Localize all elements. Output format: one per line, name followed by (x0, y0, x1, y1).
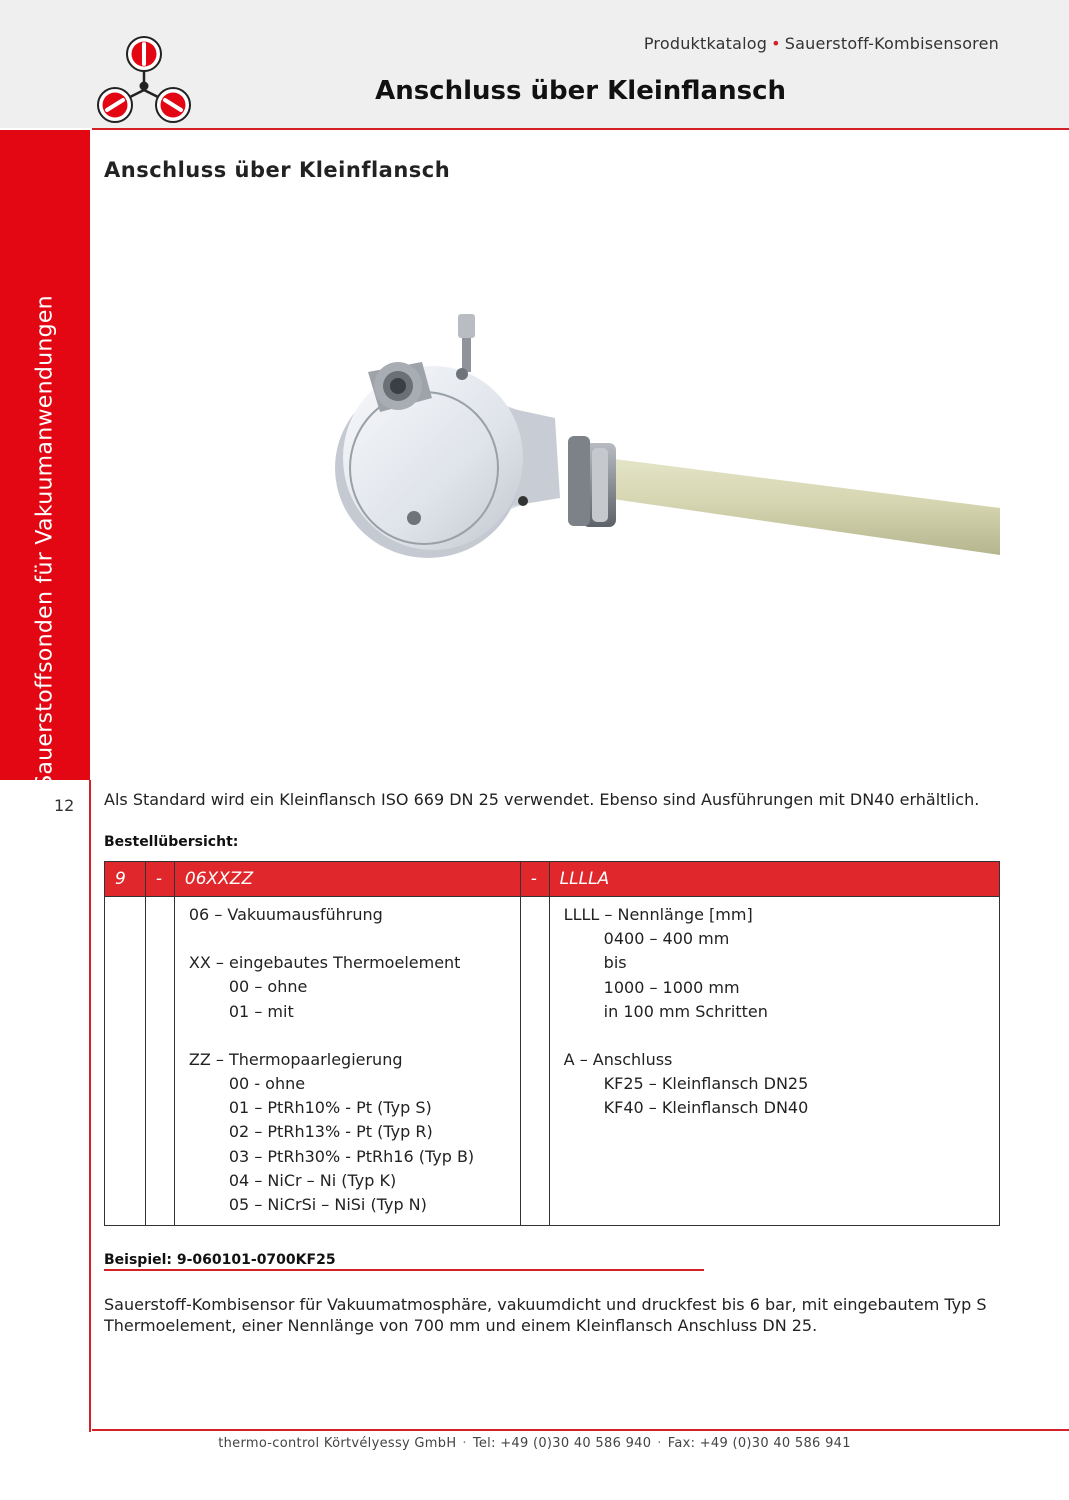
order-code-header-row (105, 862, 1000, 897)
footer-divider (92, 1429, 1069, 1431)
option-line: 06 – Vakuumausführung (188, 905, 383, 924)
option-line: A – Anschluss (563, 1050, 673, 1070)
company-logo (92, 34, 196, 126)
breadcrumb (644, 34, 999, 53)
option-line: bis (603, 953, 627, 973)
page-number: 12 (54, 796, 75, 815)
code-separator: - (145, 862, 174, 897)
option-line: 01 – mit (228, 1001, 294, 1021)
option-line: ZZ – Thermopaarlegierung (188, 1049, 403, 1069)
empty-cell (105, 897, 146, 1226)
footer-phone: Tel: +49 (0)30 40 586 940 (472, 1436, 652, 1451)
spacer (189, 927, 520, 951)
spacer (189, 1024, 520, 1048)
empty-cell (520, 897, 549, 1226)
left-margin-rule (89, 780, 91, 1432)
header-divider (92, 128, 1069, 130)
side-tab-label: Sauerstoffsonden für Vakuumanwendungen (32, 295, 58, 789)
footer (0, 1436, 1069, 1451)
option-line: 04 – NiCr – Ni (Typ K) (228, 1170, 397, 1190)
option-line: 02 – PtRh13% - Pt (Typ R) (228, 1122, 433, 1142)
example-description: Sauerstoff-Kombisensor für Vakuumatmosphäre, vakuumdicht und druckfest bis 6 bar, mit eingebautem Typ S Thermoelement, einer Nennlänge von 700 mm und einem Kleinflansch Anschluss DN 25. (104, 1295, 987, 1335)
footer-separator: · (462, 1436, 467, 1451)
breadcrumb-category: Sauerstoff-Kombisensoren (784, 34, 999, 53)
intro-text: Als Standard wird ein Kleinflansch ISO 669 DN 25 verwendet. Ebenso sind Ausführungen mit DN40 erhältlich. (104, 790, 980, 809)
code-segment-prefix: 9 (105, 862, 146, 897)
option-line: 0400 – 400 mm (603, 929, 730, 949)
order-heading: Bestellübersicht: (104, 834, 239, 850)
option-line: 05 – NiCrSi – NiSi (Typ N) (228, 1195, 427, 1215)
footer-company: thermo-control Körtvélyessy GmbH (218, 1436, 457, 1451)
order-code-table (104, 861, 1000, 1226)
option-line: 1000 – 1000 mm (603, 977, 740, 997)
option-line: 00 - ohne (228, 1074, 306, 1094)
spacer (564, 1024, 999, 1048)
section-title: Anschluss über Kleinflansch (104, 158, 451, 182)
code-segment-type: 06XXZZ (174, 862, 520, 897)
option-line: XX – eingebautes Thermoelement (188, 953, 461, 973)
example-label: Beispiel: 9-060101-0700KF25 (104, 1252, 336, 1268)
option-line: KF25 – Kleinflansch DN25 (603, 1074, 809, 1094)
example-underline (104, 1269, 704, 1271)
side-tab (0, 130, 90, 789)
option-line: LLLL – Nennlänge [mm] (563, 905, 753, 924)
option-line: 00 – ohne (228, 977, 308, 997)
type-options-cell (174, 897, 520, 1226)
option-line: 01 – PtRh10% - Pt (Typ S) (228, 1098, 432, 1118)
footer-fax: Fax: +49 (0)30 40 586 941 (667, 1436, 851, 1451)
bullet-icon: • (771, 34, 781, 53)
option-line: in 100 mm Schritten (603, 1001, 768, 1021)
option-line: KF40 – Kleinflansch DN40 (603, 1098, 809, 1118)
order-code-detail-row (105, 897, 1000, 1226)
footer-separator: · (657, 1436, 662, 1451)
code-segment-length: LLLLA (549, 862, 999, 897)
option-line: 03 – PtRh30% - PtRh16 (Typ B) (228, 1146, 475, 1166)
breadcrumb-catalog: Produktkatalog (643, 34, 768, 53)
sensor-product-image (330, 308, 1000, 563)
page-header-title: Anschluss über Kleinflansch (375, 76, 786, 106)
code-separator: - (520, 862, 549, 897)
empty-cell (145, 897, 174, 1226)
length-options-cell (549, 897, 999, 1226)
